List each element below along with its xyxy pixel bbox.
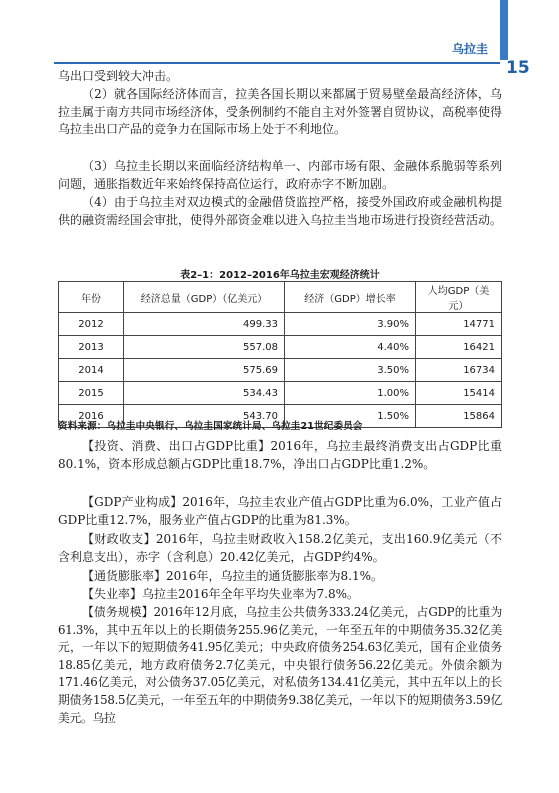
cell-gdp: 543.70 (124, 405, 285, 428)
paragraph-continuation: 乌出口受到较大冲击。 (58, 69, 179, 83)
paragraph-fiscal: 【财政收支】2016年，乌拉圭财政收入158.2亿美元，支出160.9亿美元（不含利息支出），赤字（含利息）20.42亿美元，占GDP约4%。 (58, 532, 502, 564)
paragraph-unemployment: 【失业率】乌拉圭2016年全年平均失业率为7.8%。 (82, 587, 360, 601)
table-source-note: 资料来源：乌拉圭中央银行、乌拉圭国家统计局、乌拉圭21世纪委员会 (58, 421, 363, 432)
cell-gdp: 499.33 (124, 313, 285, 336)
cell-year: 2013 (59, 336, 124, 359)
header-rule (54, 62, 500, 64)
table-row (59, 313, 502, 336)
table-caption: 表2–1：2012–2016年乌拉圭宏观经济统计 (180, 270, 380, 281)
paragraph-gdp-industry: 【GDP产业构成】2016年，乌拉圭农业产值占GDP比重为6.0%，工业产值占GDP比重12.7%，服务业产值占GDP的比重为81.3%。 (58, 495, 502, 527)
cell-gdp-per-capita: 16734 (416, 359, 502, 382)
table-row (59, 382, 502, 405)
cell-gdp-per-capita: 16421 (416, 336, 502, 359)
paragraph-debt: 【债务规模】2016年12月底，乌拉圭公共债务333.24亿美元，占GDP的比重为61.3%，其中五年以上的长期债务255.96亿美元，一年至五年的中期债务35.32亿美元，一年以下的短期债务41.95亿美元；中央政府债务254.63亿美元，国有企业债务18.85亿美元，地方政府债务2.7亿美元，中央银行债务56.22亿美元。外债余额为171.46亿美元，对公债务37.05亿美元，对私债务134.41亿美元，其中五年以上的长期债务158.5亿美元，一年至五年的中期债务9.38亿美元，一年以下的短期债务3.59亿美元。乌拉 (58, 605, 502, 725)
header-color-bar (500, 0, 508, 60)
cell-year: 2015 (59, 382, 124, 405)
cell-growth: 1.50% (285, 405, 416, 428)
cell-year: 2012 (59, 313, 124, 336)
page-number: 15 (506, 58, 530, 78)
cell-gdp-per-capita: 15864 (416, 405, 502, 428)
cell-gdp: 575.69 (124, 359, 285, 382)
paragraph-inflation: 【通货膨胀率】2016年，乌拉圭的通货膨胀率为8.1%。 (82, 569, 384, 583)
table-header-row (59, 282, 502, 313)
macro-stats-table (58, 281, 502, 428)
cell-growth: 4.40% (285, 336, 416, 359)
column-header-growth: 经济（GDP）增长率 (285, 282, 416, 313)
cell-growth: 3.50% (285, 359, 416, 382)
cell-growth: 3.90% (285, 313, 416, 336)
column-header-gdp: 经济总量（GDP）（亿美元） (124, 282, 285, 313)
cell-year: 2016 (59, 405, 124, 428)
cell-year: 2014 (59, 359, 124, 382)
cell-gdp-per-capita: 15414 (416, 382, 502, 405)
cell-gdp-per-capita: 14771 (416, 313, 502, 336)
running-header-title: 乌拉圭 (451, 42, 488, 56)
table-row (59, 359, 502, 382)
paragraph-financing: （4）由于乌拉圭对双边模式的金融借贷监控严格，接受外国政府或金融机构提供的融资需经国会审批，使得外部资金难以进入乌拉圭当地市场进行投资经营活动。 (58, 195, 503, 227)
paragraph-economic-structure: （3）乌拉圭长期以来面临经济结构单一、内部市场有限、金融体系脆弱等系列问题，通胀指数近年来始终保持高位运行，政府赤字不断加剧。 (58, 159, 502, 191)
cell-gdp: 557.08 (124, 336, 285, 359)
cell-growth: 1.00% (285, 382, 416, 405)
column-header-gdp-per-capita: 人均GDP（美元） (416, 282, 502, 313)
table-row (59, 336, 502, 359)
paragraph-investment-consumption: 【投资、消费、出口占GDP比重】2016年，乌拉圭最终消费支出占GDP比重80.1%，资本形成总额占GDP比重18.7%，净出口占GDP比重1.2%。 (58, 439, 502, 471)
column-header-year: 年份 (59, 282, 124, 313)
paragraph-trade-barriers: （2）就各国际经济体而言，拉美各国长期以来都属于贸易壁垒最高经济体，乌拉圭属于南方共同市场经济体，受条例制约不能自主对外签署自贸协议，高税率使得乌拉圭出口产品的竞争力在国际市场上处于不利地位。 (58, 87, 503, 137)
cell-gdp: 534.43 (124, 382, 285, 405)
